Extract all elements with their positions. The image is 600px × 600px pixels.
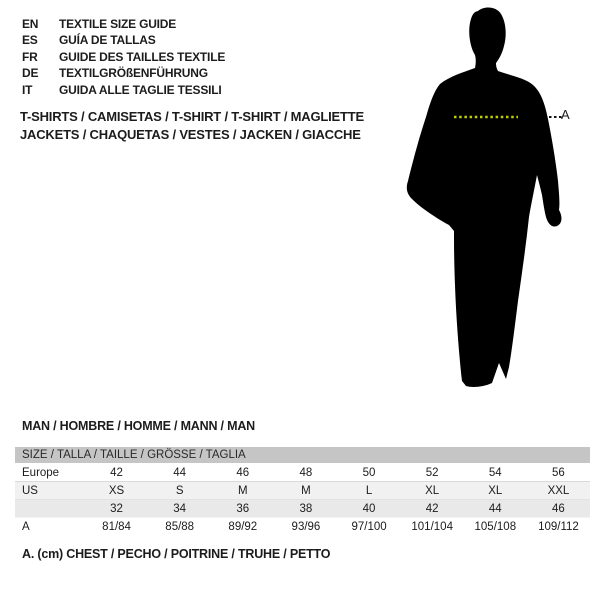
table-cell: XL: [464, 482, 527, 500]
garment-categories: [20, 108, 364, 144]
table-cell: 81/84: [85, 518, 148, 536]
table-cell: 44: [464, 500, 527, 518]
language-label: GUIDA ALLE TAGLIE TESSILI: [59, 82, 222, 97]
table-cell: XXL: [527, 482, 590, 500]
table-cell: 40: [338, 500, 401, 518]
language-label: GUIDE DES TAILLES TEXTILE: [59, 49, 226, 64]
language-code: EN: [22, 17, 39, 31]
language-label: GUÍA DE TALLAS: [59, 33, 156, 48]
table-cell: 42: [401, 500, 464, 518]
table-cell: 93/96: [274, 518, 337, 536]
language-row-fr: [22, 49, 225, 65]
table-cell: 34: [148, 500, 211, 518]
language-code: IT: [22, 82, 33, 97]
language-code: FR: [22, 49, 38, 64]
section-title-man: MAN / HOMBRE / HOMME / MANN / MAN: [22, 419, 255, 433]
table-cell: 36: [211, 500, 274, 518]
table-cell: M: [211, 482, 274, 500]
size-table-grid: [15, 464, 590, 535]
table-cell: 52: [401, 464, 464, 482]
table-cell: 50: [338, 464, 401, 482]
language-code: ES: [22, 33, 38, 48]
table-cell: 101/104: [401, 518, 464, 536]
table-cell: XL: [401, 482, 464, 500]
table-cell: 42: [85, 464, 148, 482]
table-cell: 44: [148, 464, 211, 482]
table-cell: 32: [85, 500, 148, 518]
row-label: [15, 500, 85, 518]
table-cell: S: [148, 482, 211, 500]
table-cell: 54: [464, 464, 527, 482]
language-code: DE: [22, 66, 39, 81]
table-row-alt-size: [15, 500, 590, 518]
man-silhouette: [402, 5, 592, 395]
table-row-chest-a: [15, 518, 590, 536]
table-cell: 97/100: [338, 518, 401, 536]
man-silhouette-shape: [407, 8, 562, 387]
table-cell: M: [274, 482, 337, 500]
language-list: [22, 16, 225, 98]
table-cell: 89/92: [211, 518, 274, 536]
language-row-es: [22, 32, 225, 48]
table-cell: XS: [85, 482, 148, 500]
language-label: TEXTILGRÖßENFÜHRUNG: [59, 66, 208, 81]
language-row-de: [22, 65, 225, 81]
table-row-us: [15, 482, 590, 500]
table-cell: 48: [274, 464, 337, 482]
table-cell: 109/112: [527, 518, 590, 536]
table-cell: 105/108: [464, 518, 527, 536]
measurement-footnote: A. (cm) CHEST / PECHO / POITRINE / TRUHE / PETTO: [22, 547, 331, 561]
row-label: Europe: [15, 464, 85, 482]
table-cell: 56: [527, 464, 590, 482]
language-row-en: [22, 16, 225, 32]
table-cell: 85/88: [148, 518, 211, 536]
row-label: US: [15, 482, 85, 500]
size-table-header: SIZE / TALLA / TAILLE / GRÖSSE / TAGLIA: [15, 447, 590, 463]
table-cell: 46: [211, 464, 274, 482]
table-cell: 46: [527, 500, 590, 518]
language-row-it: [22, 82, 225, 98]
category-line-tshirts: T-SHIRTS / CAMISETAS / T-SHIRT / T-SHIRT / MAGLIETTE: [20, 109, 364, 124]
size-table: [15, 447, 590, 535]
table-row-europe: [15, 464, 590, 482]
measure-label-a: A: [561, 107, 570, 122]
table-cell: L: [338, 482, 401, 500]
language-label: TEXTILE SIZE GUIDE: [59, 17, 177, 31]
category-line-jackets: JACKETS / CHAQUETAS / VESTES / JACKEN / GIACCHE: [20, 127, 361, 142]
table-cell: 38: [274, 500, 337, 518]
row-label: A: [15, 518, 85, 536]
